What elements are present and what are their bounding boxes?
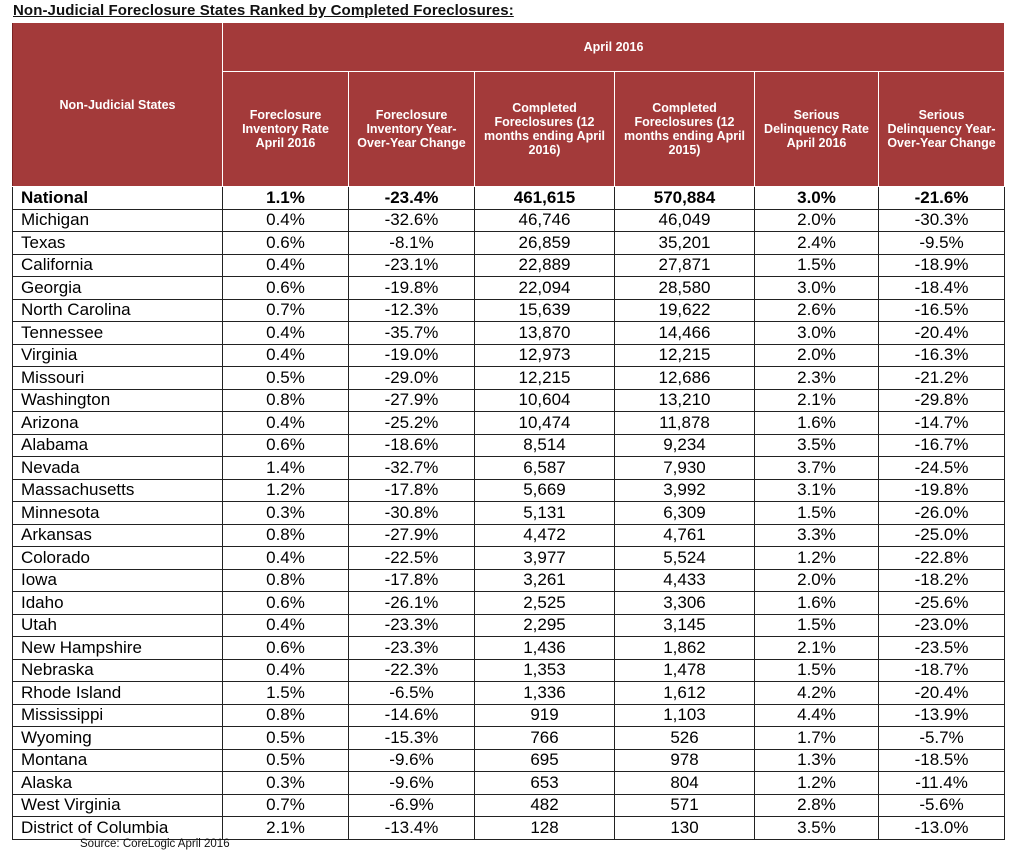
value-cell: -23.1%: [349, 254, 475, 277]
table-row: [13, 457, 1005, 480]
table-row: [13, 637, 1005, 660]
value-cell: 2.8%: [755, 794, 879, 817]
table-row: [13, 367, 1005, 390]
value-cell: 2.4%: [755, 232, 879, 255]
source-note: Source: CoreLogic April 2016: [80, 838, 230, 850]
value-cell: 804: [615, 772, 755, 795]
value-cell: 35,201: [615, 232, 755, 255]
value-cell: 3.0%: [755, 322, 879, 345]
state-cell: Georgia: [13, 277, 223, 300]
state-cell: Montana: [13, 749, 223, 772]
table-row: [13, 614, 1005, 637]
value-cell: 0.7%: [223, 794, 349, 817]
value-cell: 0.4%: [223, 614, 349, 637]
value-cell: -5.6%: [879, 794, 1005, 817]
value-cell: -19.0%: [349, 344, 475, 367]
state-cell: District of Columbia: [13, 817, 223, 840]
value-cell: 978: [615, 749, 755, 772]
value-cell: -21.6%: [879, 187, 1005, 210]
state-cell: Washington: [13, 389, 223, 412]
value-cell: 13,870: [475, 322, 615, 345]
value-cell: -22.8%: [879, 547, 1005, 570]
value-cell: -6.9%: [349, 794, 475, 817]
value-cell: -18.7%: [879, 659, 1005, 682]
column-header: Foreclosure Inventory Year-Over-Year Change: [349, 72, 475, 187]
value-cell: 130: [615, 817, 755, 840]
value-cell: 3,306: [615, 592, 755, 615]
value-cell: 0.4%: [223, 659, 349, 682]
value-cell: -6.5%: [349, 682, 475, 705]
table-row: [13, 299, 1005, 322]
value-cell: 919: [475, 704, 615, 727]
value-cell: 0.6%: [223, 434, 349, 457]
value-cell: 2.6%: [755, 299, 879, 322]
value-cell: 1.5%: [755, 659, 879, 682]
value-cell: 2.1%: [755, 389, 879, 412]
table-row: [13, 322, 1005, 345]
value-cell: 6,587: [475, 457, 615, 480]
value-cell: 7,930: [615, 457, 755, 480]
column-header: Completed Foreclosures (12 months ending April 2015): [615, 72, 755, 187]
value-cell: 0.6%: [223, 637, 349, 660]
value-cell: -25.0%: [879, 524, 1005, 547]
state-cell: National: [13, 187, 223, 210]
value-cell: -5.7%: [879, 727, 1005, 750]
value-cell: 1.2%: [755, 772, 879, 795]
value-cell: -27.9%: [349, 389, 475, 412]
value-cell: 3,145: [615, 614, 755, 637]
value-cell: 28,580: [615, 277, 755, 300]
value-cell: 4,433: [615, 569, 755, 592]
value-cell: -13.0%: [879, 817, 1005, 840]
table-row: [13, 569, 1005, 592]
value-cell: -24.5%: [879, 457, 1005, 480]
value-cell: 22,094: [475, 277, 615, 300]
value-cell: 11,878: [615, 412, 755, 435]
value-cell: -26.1%: [349, 592, 475, 615]
value-cell: 12,973: [475, 344, 615, 367]
value-cell: 1.2%: [755, 547, 879, 570]
value-cell: 0.5%: [223, 749, 349, 772]
value-cell: 10,604: [475, 389, 615, 412]
foreclosure-table: [12, 22, 1005, 840]
value-cell: 653: [475, 772, 615, 795]
value-cell: 766: [475, 727, 615, 750]
value-cell: 2.0%: [755, 569, 879, 592]
value-cell: 0.6%: [223, 232, 349, 255]
table-row: [13, 277, 1005, 300]
value-cell: 0.6%: [223, 277, 349, 300]
value-cell: 1.7%: [755, 727, 879, 750]
value-cell: -22.5%: [349, 547, 475, 570]
state-cell: Rhode Island: [13, 682, 223, 705]
value-cell: 2.1%: [755, 637, 879, 660]
value-cell: 13,210: [615, 389, 755, 412]
value-cell: -19.8%: [879, 479, 1005, 502]
table-row: [13, 704, 1005, 727]
value-cell: 3.5%: [755, 434, 879, 457]
table-row: [13, 727, 1005, 750]
value-cell: 0.8%: [223, 389, 349, 412]
value-cell: 1.5%: [755, 502, 879, 525]
value-cell: 3.0%: [755, 277, 879, 300]
value-cell: 46,746: [475, 209, 615, 232]
value-cell: 1,478: [615, 659, 755, 682]
value-cell: -23.0%: [879, 614, 1005, 637]
value-cell: 0.3%: [223, 772, 349, 795]
value-cell: -13.4%: [349, 817, 475, 840]
value-cell: -16.5%: [879, 299, 1005, 322]
value-cell: 5,131: [475, 502, 615, 525]
value-cell: -16.3%: [879, 344, 1005, 367]
table-row: [13, 794, 1005, 817]
state-cell: Arkansas: [13, 524, 223, 547]
value-cell: -17.8%: [349, 569, 475, 592]
value-cell: -23.5%: [879, 637, 1005, 660]
state-cell: Wyoming: [13, 727, 223, 750]
table-row: [13, 659, 1005, 682]
value-cell: 1,612: [615, 682, 755, 705]
value-cell: 570,884: [615, 187, 755, 210]
value-cell: 461,615: [475, 187, 615, 210]
value-cell: -25.6%: [879, 592, 1005, 615]
state-cell: Texas: [13, 232, 223, 255]
value-cell: 5,669: [475, 479, 615, 502]
value-cell: -32.7%: [349, 457, 475, 480]
state-cell: Minnesota: [13, 502, 223, 525]
value-cell: -14.6%: [349, 704, 475, 727]
value-cell: 12,215: [475, 367, 615, 390]
state-cell: Arizona: [13, 412, 223, 435]
value-cell: -15.3%: [349, 727, 475, 750]
value-cell: 4.2%: [755, 682, 879, 705]
value-cell: 128: [475, 817, 615, 840]
value-cell: -18.5%: [879, 749, 1005, 772]
table-row: [13, 547, 1005, 570]
state-cell: Alabama: [13, 434, 223, 457]
value-cell: 1.6%: [755, 412, 879, 435]
state-cell: Colorado: [13, 547, 223, 570]
state-cell: Nevada: [13, 457, 223, 480]
value-cell: -19.8%: [349, 277, 475, 300]
value-cell: 0.7%: [223, 299, 349, 322]
table-body: [13, 187, 1005, 840]
table-row: [13, 412, 1005, 435]
value-cell: 3,977: [475, 547, 615, 570]
value-cell: 1,862: [615, 637, 755, 660]
value-cell: 1.5%: [223, 682, 349, 705]
table-row: [13, 344, 1005, 367]
value-cell: 0.5%: [223, 727, 349, 750]
value-cell: 2,295: [475, 614, 615, 637]
value-cell: 19,622: [615, 299, 755, 322]
value-cell: -13.9%: [879, 704, 1005, 727]
value-cell: 12,215: [615, 344, 755, 367]
value-cell: 3,992: [615, 479, 755, 502]
state-cell: North Carolina: [13, 299, 223, 322]
value-cell: -9.6%: [349, 772, 475, 795]
value-cell: 1.5%: [755, 614, 879, 637]
value-cell: 0.4%: [223, 547, 349, 570]
value-cell: -23.3%: [349, 614, 475, 637]
value-cell: 0.8%: [223, 704, 349, 727]
value-cell: 526: [615, 727, 755, 750]
value-cell: 1.3%: [755, 749, 879, 772]
value-cell: -29.8%: [879, 389, 1005, 412]
value-cell: 2.3%: [755, 367, 879, 390]
value-cell: 0.6%: [223, 592, 349, 615]
value-cell: -29.0%: [349, 367, 475, 390]
value-cell: -25.2%: [349, 412, 475, 435]
value-cell: 27,871: [615, 254, 755, 277]
value-cell: 0.8%: [223, 569, 349, 592]
value-cell: -8.1%: [349, 232, 475, 255]
value-cell: -27.9%: [349, 524, 475, 547]
table-row: [13, 389, 1005, 412]
value-cell: -35.7%: [349, 322, 475, 345]
value-cell: 3.7%: [755, 457, 879, 480]
value-cell: 0.4%: [223, 322, 349, 345]
value-cell: -21.2%: [879, 367, 1005, 390]
period-header: April 2016: [223, 23, 1005, 72]
state-cell: Nebraska: [13, 659, 223, 682]
value-cell: 1,436: [475, 637, 615, 660]
state-cell: Michigan: [13, 209, 223, 232]
value-cell: 4,472: [475, 524, 615, 547]
value-cell: 0.4%: [223, 344, 349, 367]
value-cell: 1.1%: [223, 187, 349, 210]
table-row: [13, 254, 1005, 277]
column-header: Foreclosure Inventory Rate April 2016: [223, 72, 349, 187]
value-cell: 26,859: [475, 232, 615, 255]
value-cell: 12,686: [615, 367, 755, 390]
value-cell: -9.5%: [879, 232, 1005, 255]
value-cell: 15,639: [475, 299, 615, 322]
value-cell: 1.4%: [223, 457, 349, 480]
value-cell: -17.8%: [349, 479, 475, 502]
value-cell: 9,234: [615, 434, 755, 457]
column-header: Serious Delinquency Year-Over-Year Change: [879, 72, 1005, 187]
value-cell: 0.4%: [223, 254, 349, 277]
value-cell: -16.7%: [879, 434, 1005, 457]
value-cell: 2.0%: [755, 344, 879, 367]
value-cell: -23.4%: [349, 187, 475, 210]
value-cell: -20.4%: [879, 682, 1005, 705]
value-cell: -32.6%: [349, 209, 475, 232]
table-row: [13, 749, 1005, 772]
value-cell: 3.1%: [755, 479, 879, 502]
value-cell: 1,103: [615, 704, 755, 727]
value-cell: -9.6%: [349, 749, 475, 772]
column-header: Serious Delinquency Rate April 2016: [755, 72, 879, 187]
value-cell: 0.4%: [223, 412, 349, 435]
value-cell: 5,524: [615, 547, 755, 570]
value-cell: -30.8%: [349, 502, 475, 525]
value-cell: -30.3%: [879, 209, 1005, 232]
value-cell: -18.2%: [879, 569, 1005, 592]
value-cell: -18.9%: [879, 254, 1005, 277]
value-cell: 0.3%: [223, 502, 349, 525]
value-cell: 695: [475, 749, 615, 772]
state-cell: Virginia: [13, 344, 223, 367]
value-cell: 0.8%: [223, 524, 349, 547]
value-cell: 2,525: [475, 592, 615, 615]
column-header: Completed Foreclosures (12 months ending April 2016): [475, 72, 615, 187]
value-cell: 14,466: [615, 322, 755, 345]
table-row: [13, 209, 1005, 232]
table-row: [13, 524, 1005, 547]
value-cell: 1.2%: [223, 479, 349, 502]
value-cell: 4,761: [615, 524, 755, 547]
value-cell: -23.3%: [349, 637, 475, 660]
value-cell: 3.3%: [755, 524, 879, 547]
value-cell: 571: [615, 794, 755, 817]
value-cell: 482: [475, 794, 615, 817]
value-cell: 2.1%: [223, 817, 349, 840]
state-cell: Idaho: [13, 592, 223, 615]
state-cell: Alaska: [13, 772, 223, 795]
value-cell: -26.0%: [879, 502, 1005, 525]
value-cell: 3,261: [475, 569, 615, 592]
value-cell: -18.4%: [879, 277, 1005, 300]
value-cell: 1,336: [475, 682, 615, 705]
value-cell: 3.0%: [755, 187, 879, 210]
state-cell: Missouri: [13, 367, 223, 390]
state-cell: Utah: [13, 614, 223, 637]
table-row: [13, 772, 1005, 795]
table-row: [13, 232, 1005, 255]
value-cell: -20.4%: [879, 322, 1005, 345]
value-cell: 0.4%: [223, 209, 349, 232]
table-row: [13, 434, 1005, 457]
row-label-header: Non-Judicial States: [13, 23, 223, 187]
state-cell: Mississippi: [13, 704, 223, 727]
state-cell: Iowa: [13, 569, 223, 592]
value-cell: 2.0%: [755, 209, 879, 232]
value-cell: 1.6%: [755, 592, 879, 615]
value-cell: 22,889: [475, 254, 615, 277]
value-cell: -11.4%: [879, 772, 1005, 795]
value-cell: -12.3%: [349, 299, 475, 322]
value-cell: 0.5%: [223, 367, 349, 390]
value-cell: 10,474: [475, 412, 615, 435]
value-cell: -14.7%: [879, 412, 1005, 435]
table-row: [13, 479, 1005, 502]
value-cell: -22.3%: [349, 659, 475, 682]
table-row: [13, 817, 1005, 840]
state-cell: Tennessee: [13, 322, 223, 345]
state-cell: California: [13, 254, 223, 277]
state-cell: Massachusetts: [13, 479, 223, 502]
table-row: [13, 592, 1005, 615]
value-cell: 4.4%: [755, 704, 879, 727]
national-row: [13, 187, 1005, 210]
value-cell: -18.6%: [349, 434, 475, 457]
table-row: [13, 502, 1005, 525]
state-cell: West Virginia: [13, 794, 223, 817]
state-cell: New Hampshire: [13, 637, 223, 660]
value-cell: 3.5%: [755, 817, 879, 840]
value-cell: 6,309: [615, 502, 755, 525]
value-cell: 1.5%: [755, 254, 879, 277]
table-row: [13, 682, 1005, 705]
value-cell: 1,353: [475, 659, 615, 682]
value-cell: 46,049: [615, 209, 755, 232]
table-title: Non-Judicial Foreclosure States Ranked by Completed Foreclosures:: [13, 2, 514, 19]
value-cell: 8,514: [475, 434, 615, 457]
